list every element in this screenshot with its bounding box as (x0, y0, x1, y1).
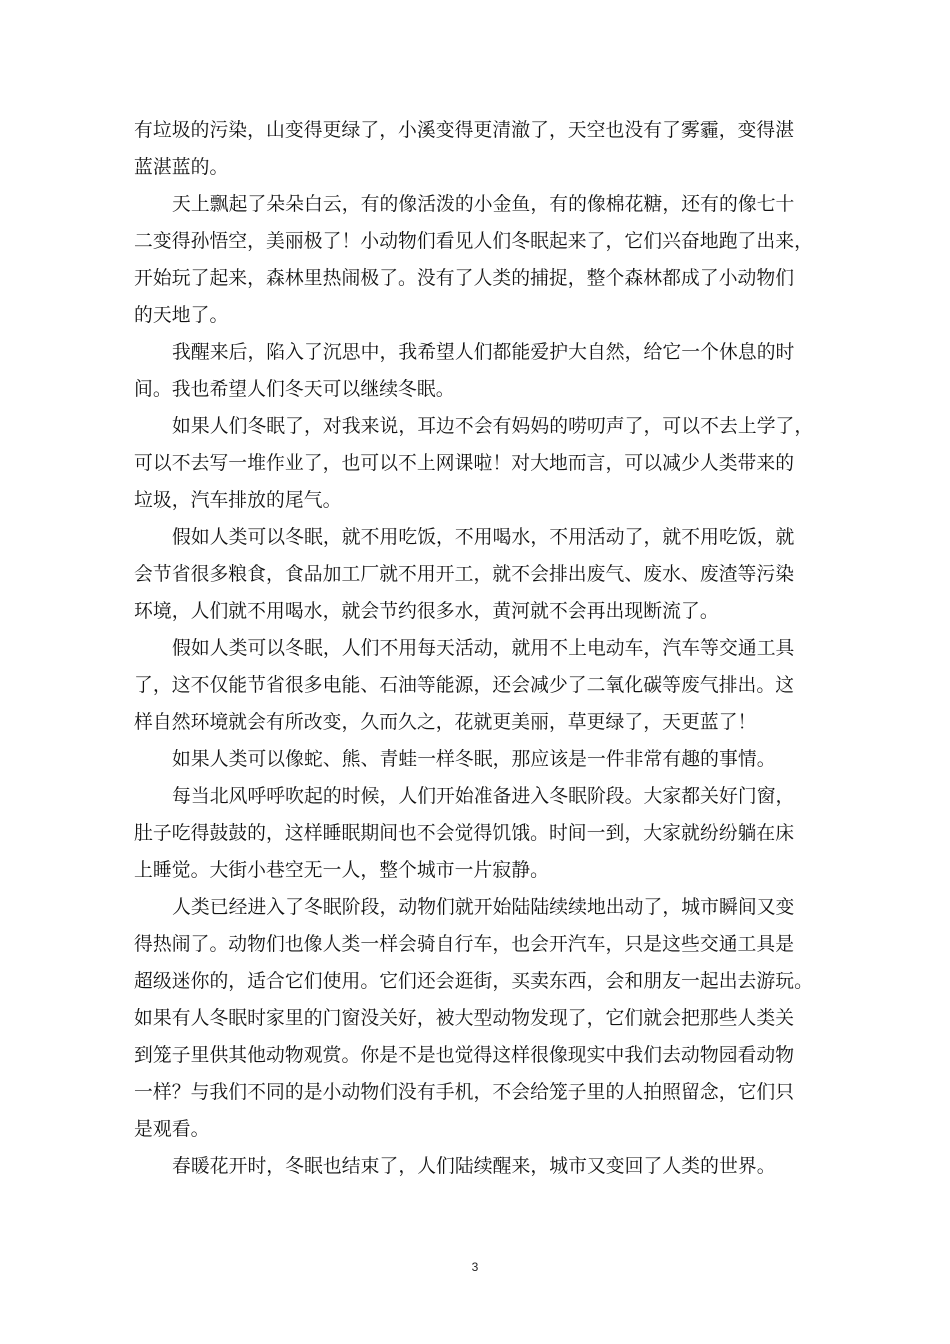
text-line: 蓝湛蓝的。 (134, 157, 229, 178)
paragraph-start-line: 如果人类可以像蛇、熊、青蛙一样冬眠，那应该是一件非常有趣的事情。 (172, 749, 776, 770)
text-line: 了，这不仅能节省很多电能、石油等能源，还会减少了二氧化碳等废气排出。这 (134, 675, 795, 696)
text-line: 上睡觉。大街小巷空无一人，整个城市一片寂静。 (134, 860, 549, 881)
text-line: 如果有人冬眠时家里的门窗没关好，被大型动物发现了，它们就会把那些人类关 (134, 1008, 795, 1029)
text-line: 会节省很多粮食，食品加工厂就不用开工，就不会排出废气、废水、废渣等污染 (134, 564, 795, 585)
text-line: 一样？与我们不同的是小动物们没有手机，不会给笼子里的人拍照留念，它们只 (134, 1082, 795, 1103)
text-line: 样自然环境就会有所改变，久而久之，花就更美丽，草更绿了，天更蓝了！ (134, 712, 757, 733)
text-line: 肚子吃得鼓鼓的，这样睡眠期间也不会觉得饥饿。时间一到，大家就纷纷躺在床 (134, 823, 795, 844)
paragraph-start-line: 我醒来后，陷入了沉思中，我希望人们都能爱护大自然，给它一个休息的时 (172, 342, 795, 363)
text-line: 开始玩了起来，森林里热闹极了。没有了人类的捕捉，整个森林都成了小动物们 (134, 268, 795, 289)
text-line: 垃圾，汽车排放的尾气。 (134, 490, 342, 511)
text-line: 得热闹了。动物们也像人类一样会骑自行车，也会开汽车，只是这些交通工具是 (134, 934, 795, 955)
paragraph-start-line: 春暖花开时，冬眠也结束了，人们陆续醒来，城市又变回了人类的世界。 (172, 1156, 776, 1177)
text-line: 超级迷你的，适合它们使用。它们还会逛街，买卖东西，会和朋友一起出去游玩。 (134, 971, 814, 992)
text-line: 间。我也希望人们冬天可以继续冬眠。 (134, 379, 455, 400)
paragraph-start-line: 假如人类可以冬眠，就不用吃饭，不用喝水，不用活动了，就不用吃饭，就 (172, 527, 795, 548)
text-line: 环境，人们就不用喝水，就会节约很多水，黄河就不会再出现断流了。 (134, 601, 719, 622)
text-line: 是观看。 (134, 1119, 210, 1140)
paragraph-start-line: 天上飘起了朵朵白云，有的像活泼的小金鱼，有的像棉花糖，还有的像七十 (172, 194, 795, 215)
text-line: 的天地了。 (134, 305, 229, 326)
paragraph-start-line: 人类已经进入了冬眠阶段，动物们就开始陆陆续续地出动了，城市瞬间又变 (172, 897, 795, 918)
paragraph-start-line: 假如人类可以冬眠，人们不用每天活动，就用不上电动车，汽车等交通工具 (172, 638, 795, 659)
body-text (134, 112, 820, 1185)
text-line: 到笼子里供其他动物观赏。你是不是也觉得这样很像现实中我们去动物园看动物 (134, 1045, 795, 1066)
text-line: 有垃圾的污染，山变得更绿了，小溪变得更清澈了，天空也没有了雾霾，变得湛 (134, 120, 795, 141)
page-number: 3 (471, 1260, 479, 1274)
paragraph-start-line: 如果人们冬眠了，对我来说，耳边不会有妈妈的唠叨声了，可以不去上学了， (172, 416, 814, 437)
text-line: 二变得孙悟空，美丽极了！小动物们看见人们冬眠起来了，它们兴奋地跑了出来， (134, 231, 814, 252)
paragraph-start-line: 每当北风呼呼吹起的时候，人们开始准备进入冬眠阶段。大家都关好门窗， (172, 786, 795, 807)
text-line: 可以不去写一堆作业了，也可以不上网课啦！对大地而言，可以减少人类带来的 (134, 453, 795, 474)
